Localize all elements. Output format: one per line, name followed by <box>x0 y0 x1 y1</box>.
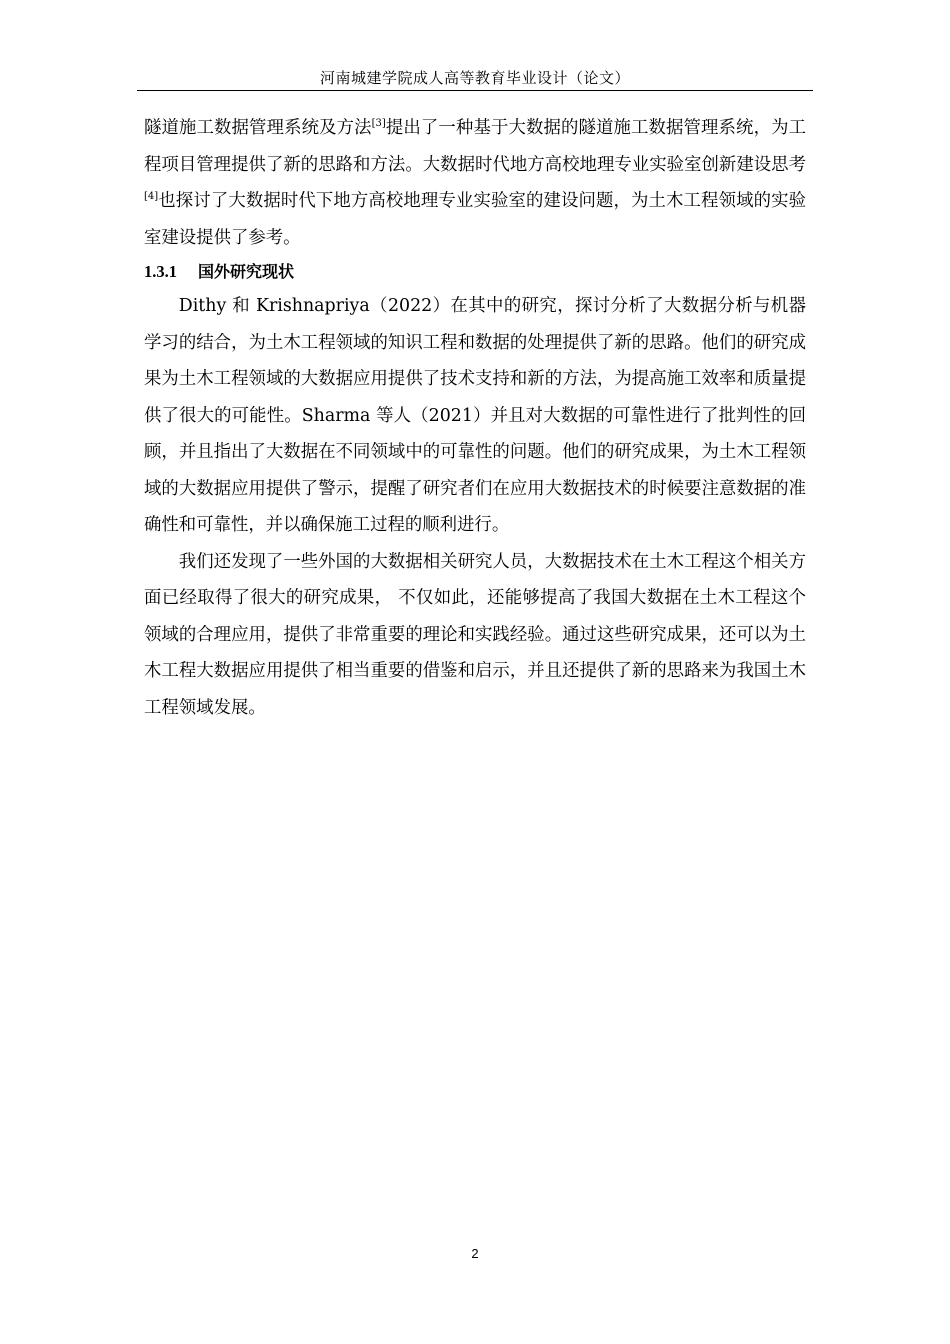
intro-text-2: 提出了一种基于大数据的隧道施工数据管理系统，为工程项目管理提供了新的思路和方法。大数据时代地方高校地理专业实验室创新建设思考 <box>144 118 806 175</box>
body-paragraph-1: Dithy 和 Krishnapriya（2022）在其中的研究，探讨分析了大数据分析与机器学习的结合，为土木工程领域的知识工程和数据的处理提供了新的思路。他们的研究成果为土木工程领域的大数据应用提供了技术支持和新的方法，为提高施工效率和质量提供了很大的可能性。Sharma 等人（2021）并且对大数据的可靠性进行了批判性的回顾，并且指出了大数据在不同领域中的可靠性的问题。他们的研究成果，为土木工程领域的大数据应用提供了警示，提醒了研究者们在应用大数据技术的时候要注意数据的准确性和可靠性，并以确保施工过程的顺利进行。 <box>144 296 806 535</box>
page-body <box>144 110 806 726</box>
page-number: 2 <box>471 1246 479 1261</box>
header-title: 河南城建学院成人高等教育毕业设计（论文） <box>319 69 630 87</box>
intro-text-1: 隧道施工数据管理系统及方法 <box>144 118 372 138</box>
citation-ref-4: [4] <box>144 191 159 202</box>
page-header <box>137 66 813 91</box>
section-number: 1.3.1 <box>144 262 177 281</box>
intro-text-3: 也探讨了大数据时代下地方高校地理专业实验室的建设问题，为土木工程领域的实验室建设提供了参考。 <box>144 191 806 248</box>
section-heading <box>144 256 806 288</box>
body-paragraph-2: 我们还发现了一些外国的大数据相关研究人员，大数据技术在土木工程这个相关方面已经取得了很大的研究成果， 不仅如此，还能够提高了我国大数据在土木工程这个领域的合理应用，提供了非常重要的理论和实践经验。通过这些研究成果，还可以为土木工程大数据应用提供了相当重要的借鉴和启示，并且还提供了新的思路来为我国土木工程领域发展。 <box>144 551 806 718</box>
intro-paragraph <box>144 110 806 256</box>
citation-ref-3: [3] <box>371 118 386 129</box>
section-title: 国外研究现状 <box>198 262 295 281</box>
